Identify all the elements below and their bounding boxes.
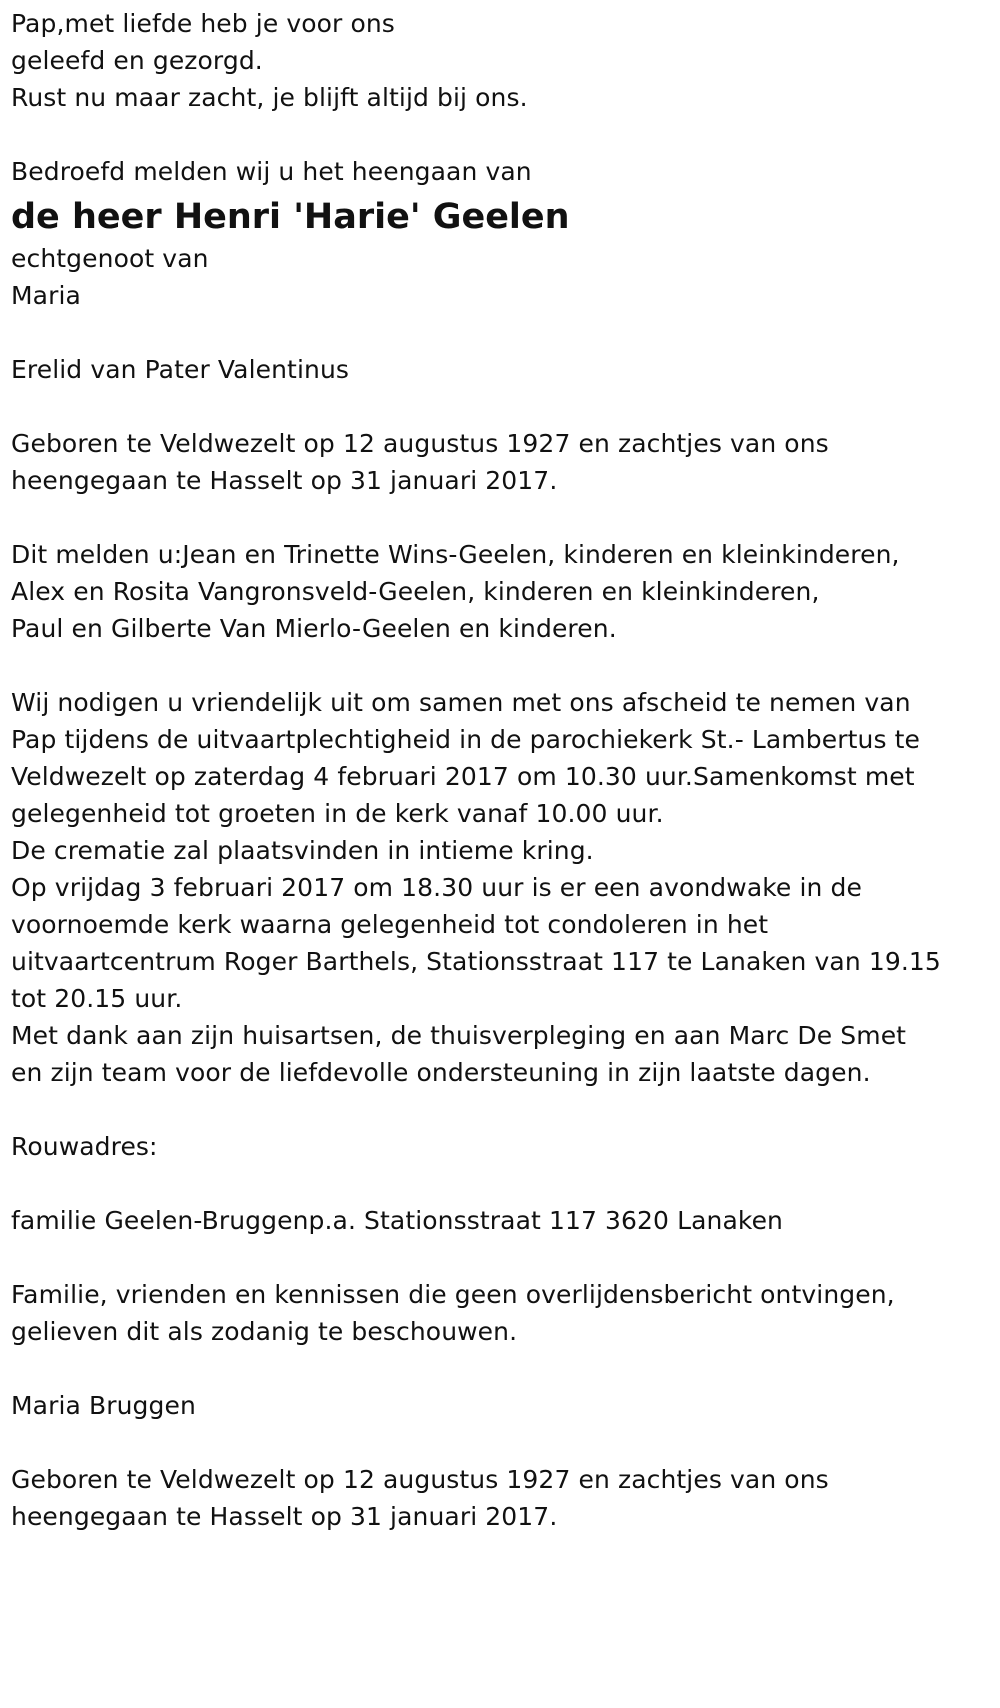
birth-death-paragraph [11, 425, 996, 499]
paragraph-line: uitvaartcentrum Roger Barthels, Stationsstraat 117 te Lanaken van 19.15 [11, 947, 941, 976]
paragraph-line: tot 20.15 uur. [11, 984, 183, 1013]
poem-line: Rust nu maar zacht, je blijft altijd bij ons. [11, 83, 528, 112]
paragraph-line: Familie, vrienden en kennissen die geen overlijdensbericht ontvingen, [11, 1280, 895, 1309]
paragraph-line: Op vrijdag 3 februari 2017 om 18.30 uur is er een avondwake in de [11, 873, 862, 902]
paragraph-line: en zijn team voor de liefdevolle ondersteuning in zijn laatste dagen. [11, 1058, 871, 1087]
announcement-text: Bedroefd melden wij u het heengaan van [11, 157, 532, 186]
paragraph-line: heengegaan te Hasselt op 31 januari 2017. [11, 1502, 558, 1531]
birth-death-paragraph-repeat [11, 1461, 996, 1535]
ceremony-paragraph [11, 684, 996, 1091]
spouse-name: Maria [11, 281, 81, 310]
paragraph-line: De crematie zal plaatsvinden in intieme kring. [11, 836, 594, 865]
paragraph-line: Veldwezelt op zaterdag 4 februari 2017 om 10.30 uur.Samenkomst met [11, 762, 915, 791]
paragraph-line: Paul en Gilberte Van Mierlo-Geelen en kinderen. [11, 614, 617, 643]
paragraph-line: Geboren te Veldwezelt op 12 augustus 1927 en zachtjes van ons [11, 429, 829, 458]
paragraph-line: Wij nodigen u vriendelijk uit om samen met ons afscheid te nemen van [11, 688, 911, 717]
poem [11, 5, 996, 116]
paragraph-line: gelieven dit als zodanig te beschouwen. [11, 1317, 518, 1346]
poem-line: Pap,met liefde heb je voor ons [11, 9, 395, 38]
obituary-document [11, 5, 996, 1535]
paragraph-line: Geboren te Veldwezelt op 12 augustus 1927 en zachtjes van ons [11, 1465, 829, 1494]
address-label: Rouwadres: [11, 1132, 158, 1161]
paragraph-line: Pap tijdens de uitvaartplechtigheid in de parochiekerk St.- Lambertus te [11, 725, 920, 754]
paragraph-line: Met dank aan zijn huisartsen, de thuisverpleging en aan Marc De Smet [11, 1021, 907, 1050]
paragraph-line: heengegaan te Hasselt op 31 januari 2017. [11, 466, 558, 495]
mourning-address: familie Geelen-Bruggenp.a. Stationsstraat 117 3620 Lanaken [11, 1206, 783, 1235]
signature-name: Maria Bruggen [11, 1391, 196, 1420]
notice-paragraph [11, 1276, 996, 1350]
paragraph-line: Alex en Rosita Vangronsveld-Geelen, kinderen en kleinkinderen, [11, 577, 820, 606]
spouse-label: echtgenoot van [11, 244, 209, 273]
paragraph-line: Dit melden u:Jean en Trinette Wins-Geelen, kinderen en kleinkinderen, [11, 540, 900, 569]
family-paragraph [11, 536, 996, 647]
poem-line: geleefd en gezorgd. [11, 46, 263, 75]
paragraph-line: voornoemde kerk waarna gelegenheid tot condoleren in het [11, 910, 769, 939]
deceased-name: de heer Henri 'Harie' Geelen [11, 197, 570, 237]
honorary-membership: Erelid van Pater Valentinus [11, 355, 350, 384]
paragraph-line: gelegenheid tot groeten in de kerk vanaf 10.00 uur. [11, 799, 664, 828]
